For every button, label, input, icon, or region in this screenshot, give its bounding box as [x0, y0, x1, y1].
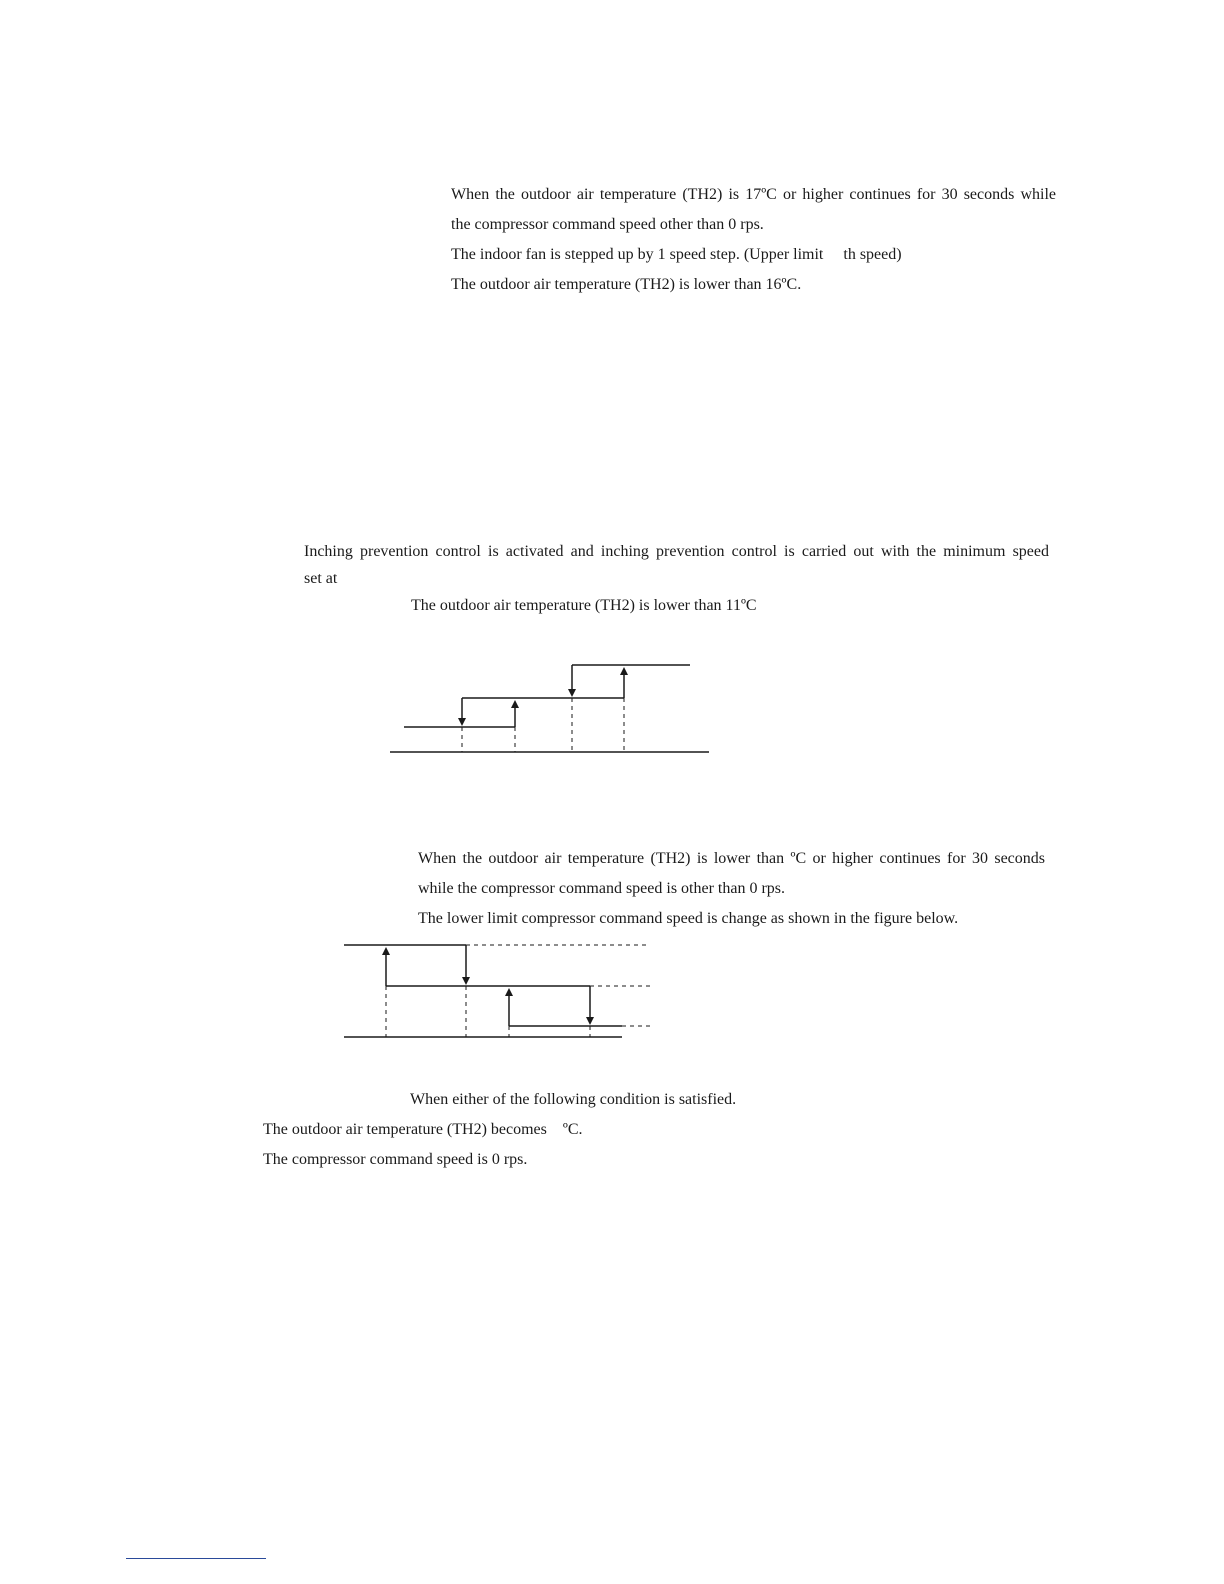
fan-control-action: The indoor fan is stepped up by 1 speed step. (Upper limit th speed): [451, 246, 902, 263]
footer-rule: [126, 1558, 266, 1559]
compressor-start-condition-line1: When the outdoor air temperature (TH2) is lower than ºC or higher continues for 30 seconds: [418, 850, 1045, 867]
inching-prevention-description-line1: Inching prevention control is activated and inching prevention control is carried out with the minimum speed: [304, 543, 1049, 560]
inching-prevention-condition: The outdoor air temperature (TH2) is lower than 11ºC: [411, 597, 757, 614]
compressor-end-condition-2: The compressor command speed is 0 rps.: [263, 1151, 528, 1168]
compressor-control-action: The lower limit compressor command speed is change as shown in the figure below.: [418, 910, 959, 927]
fan-start-condition-line1: When the outdoor air temperature (TH2) is 17ºC or higher continues for 30 seconds while: [451, 186, 1056, 203]
inching-prevention-description-line2: set at: [304, 570, 338, 587]
fan-start-condition-line2: the compressor command speed other than 0 rps.: [451, 216, 764, 233]
compressor-start-condition-line2: while the compressor command speed is other than 0 rps.: [418, 880, 786, 897]
compressor-end-condition-1: The outdoor air temperature (TH2) becomes ºC.: [263, 1121, 583, 1138]
compressor-end-intro: When either of the following condition is satisfied.: [410, 1091, 737, 1108]
fan-end-condition: The outdoor air temperature (TH2) is lower than 16ºC.: [451, 276, 802, 293]
